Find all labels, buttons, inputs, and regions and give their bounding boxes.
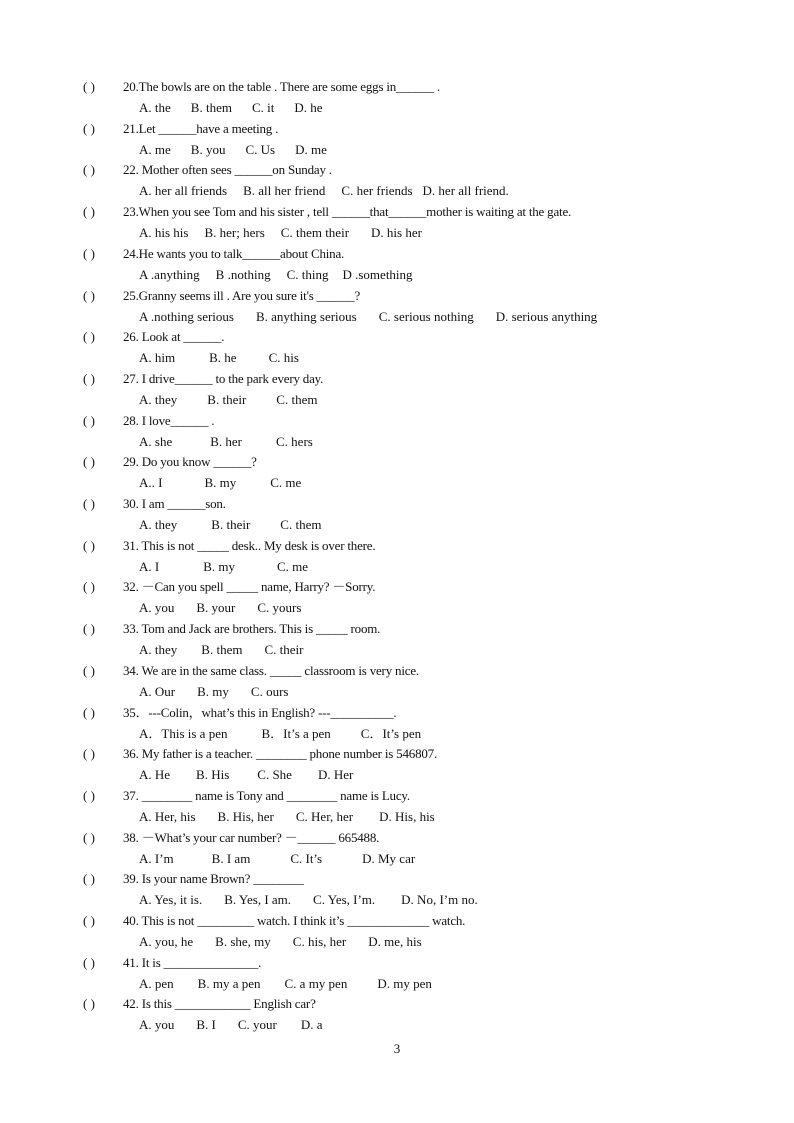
- question-item: [0, 411, 794, 453]
- option-a: A. I’m: [139, 850, 174, 866]
- answer-blank[interactable]: ( ): [83, 245, 95, 261]
- question-item: [0, 369, 794, 411]
- option-a: A. her all friends: [139, 183, 228, 199]
- option-a: A. the: [139, 100, 171, 115]
- option-b: B. my a pen: [197, 975, 261, 991]
- option-d: D. Her: [317, 767, 354, 783]
- option-c: C. them: [280, 517, 322, 532]
- answer-blank[interactable]: ( ): [83, 662, 95, 678]
- question-item: [0, 577, 794, 619]
- answer-blank[interactable]: ( ): [83, 913, 95, 928]
- question-item: [0, 869, 794, 911]
- answer-blank[interactable]: ( ): [83, 537, 95, 553]
- question-line: [83, 327, 224, 347]
- option-a: A. they: [139, 391, 178, 407]
- option-b: B. my: [197, 683, 229, 699]
- question-line: [83, 744, 437, 764]
- option-b: B. His: [196, 767, 230, 783]
- option-a: A. you: [139, 1017, 175, 1033]
- options-row: [139, 890, 478, 910]
- question-text: 41. It is _______________.: [123, 954, 262, 970]
- question-text: 31. This is not _____ desk.. My desk is over there.: [123, 537, 376, 553]
- answer-blank[interactable]: ( ): [83, 329, 95, 345]
- option-d: D. a: [300, 1017, 323, 1033]
- question-line: [83, 828, 379, 848]
- option-b: B. them: [190, 100, 232, 115]
- option-b: B. her: [210, 433, 242, 449]
- option-d: D .something: [342, 266, 413, 282]
- option-c: C. a my pen: [284, 975, 348, 991]
- option-b: B. their: [211, 517, 251, 532]
- option-d: D. her all friend.: [422, 183, 509, 199]
- question-item: [0, 994, 794, 1036]
- answer-blank[interactable]: ( ): [83, 204, 95, 220]
- question-line: [83, 536, 375, 556]
- option-c: C. their: [264, 642, 304, 658]
- option-c: C. them: [276, 391, 318, 407]
- option-c: C. her friends: [341, 183, 413, 199]
- option-c: C. thing: [286, 266, 329, 282]
- answer-blank[interactable]: ( ): [83, 496, 95, 511]
- question-item: [0, 953, 794, 995]
- answer-blank[interactable]: ( ): [83, 954, 95, 970]
- options-row: [139, 223, 422, 243]
- option-a: A. they: [139, 642, 178, 658]
- answer-blank[interactable]: ( ): [83, 996, 95, 1012]
- question-text: 23.When you see Tom and his sister , tell ______that______mother is waiting at the gate.: [123, 204, 572, 220]
- options-row: [139, 265, 413, 285]
- option-d: D. His, his: [379, 808, 435, 824]
- options-row: [139, 724, 421, 744]
- option-a: A .nothing serious: [139, 308, 234, 324]
- option-c: C. Us: [245, 141, 276, 157]
- option-a: A. she: [139, 433, 173, 449]
- options-row: [139, 598, 301, 618]
- page-number: 3: [393, 1041, 401, 1056]
- option-a: A. Our: [139, 683, 176, 699]
- question-line: [83, 994, 316, 1014]
- question-item: [0, 911, 794, 953]
- option-b: B. my: [204, 475, 237, 491]
- option-b: B. all her friend: [243, 183, 326, 199]
- question-line: [83, 286, 360, 306]
- option-a: A. they: [139, 517, 178, 532]
- option-a: A .anything: [139, 266, 200, 282]
- option-b: B. I am: [211, 850, 251, 866]
- options-row: [139, 515, 321, 535]
- option-d: D. he: [294, 100, 323, 115]
- question-text: 36. My father is a teacher. ________ phone number is 546807.: [123, 746, 438, 762]
- answer-blank[interactable]: ( ): [83, 746, 95, 762]
- option-c: C. it: [251, 100, 275, 115]
- option-c: C. his: [268, 350, 299, 366]
- question-text: 34. We are in the same class. _____ classroom is very nice.: [123, 662, 419, 678]
- options-row: [139, 98, 323, 118]
- question-line: [83, 786, 410, 806]
- option-d: D. my pen: [377, 975, 432, 991]
- options-row: [139, 432, 313, 452]
- option-c: C. Her, her: [295, 808, 354, 824]
- question-text: 30. I am ______son.: [123, 496, 226, 511]
- option-d: D. me: [295, 141, 327, 157]
- answer-blank[interactable]: ( ): [83, 871, 95, 887]
- question-item: [0, 77, 794, 119]
- question-text: 24.He wants you to talk______about China.: [123, 245, 345, 261]
- options-row: [139, 307, 597, 327]
- question-line: [83, 911, 465, 931]
- option-d: D. me, his: [368, 934, 422, 949]
- options-row: [139, 765, 353, 785]
- option-c: C. Yes, I’m.: [313, 892, 376, 908]
- option-b: B. he: [209, 350, 237, 366]
- question-text: 22. Mother often sees ______on Sunday .: [123, 162, 332, 178]
- option-b: B. His, her: [217, 808, 274, 824]
- answer-blank[interactable]: ( ): [83, 287, 95, 303]
- question-text: 25.Granny seems ill . Are you sure it's ______?: [123, 287, 361, 303]
- option-b: B. she, my: [215, 934, 271, 949]
- answer-blank[interactable]: ( ): [83, 621, 95, 637]
- option-a: A. him: [139, 350, 176, 366]
- option-a: A. Her, his: [139, 808, 196, 824]
- question-item: [0, 160, 794, 202]
- option-b: B. her; hers: [204, 225, 265, 241]
- question-line: [83, 202, 571, 222]
- answer-blank[interactable]: ( ): [83, 370, 95, 386]
- question-line: [83, 119, 278, 139]
- question-line: [83, 452, 257, 472]
- option-c: C. your: [237, 1017, 277, 1033]
- option-a: A. you: [139, 600, 175, 616]
- options-row: [139, 557, 308, 577]
- option-b: B. anything serious: [255, 308, 357, 324]
- option-c: C. It’s: [290, 850, 323, 866]
- option-b: B．It’s a pen: [261, 725, 331, 741]
- question-item: [0, 703, 794, 745]
- question-text: 29. Do you know ______?: [123, 454, 257, 470]
- question-item: [0, 744, 794, 786]
- options-row: [139, 932, 422, 952]
- question-text: 33. Tom and Jack are brothers. This is _____ room.: [123, 621, 381, 637]
- options-row: [139, 390, 317, 410]
- options-row: [139, 348, 299, 368]
- options-row: [139, 640, 303, 660]
- question-item: [0, 828, 794, 870]
- options-row: [139, 807, 435, 827]
- question-line: [83, 619, 380, 639]
- answer-blank[interactable]: ( ): [83, 79, 95, 94]
- option-b: B. Yes, I am.: [224, 892, 292, 908]
- question-line: [83, 869, 304, 889]
- question-text: 38. －What’s your car number? －______ 665488.: [123, 829, 380, 845]
- option-c: C. me: [270, 475, 302, 491]
- option-d: D. No, I’m no.: [401, 892, 478, 908]
- option-c: C. hers: [276, 433, 313, 449]
- option-a: A.. I: [139, 475, 163, 491]
- question-line: [83, 661, 419, 681]
- question-text: 39. Is your name Brown? ________: [123, 871, 304, 887]
- option-d: D. serious anything: [495, 308, 598, 324]
- question-item: [0, 119, 794, 161]
- option-a: A. I: [139, 558, 160, 574]
- option-a: A. pen: [139, 975, 174, 991]
- option-c: C. me: [277, 558, 309, 574]
- question-item: [0, 202, 794, 244]
- question-text: 40. This is not _________ watch. I think it’s _____________ watch.: [123, 913, 466, 928]
- answer-blank[interactable]: ( ): [83, 704, 95, 720]
- options-row: [139, 473, 301, 493]
- answer-blank[interactable]: ( ): [83, 787, 95, 803]
- option-a: A．This is a pen: [139, 725, 228, 741]
- option-c: C. She: [257, 767, 292, 783]
- question-text: 27. I drive______ to the park every day.: [123, 370, 324, 386]
- option-c: C. his, her: [292, 934, 347, 949]
- question-line: [83, 411, 214, 431]
- options-row: [139, 140, 327, 160]
- option-a: A. his his: [139, 225, 189, 241]
- option-c: C. yours: [257, 600, 302, 616]
- question-text: 37. ________ name is Tony and ________ name is Lucy.: [123, 787, 410, 803]
- question-text: 35．---Colin，what’s this in English? ---__________.: [123, 704, 397, 720]
- question-line: [83, 77, 440, 97]
- option-b: B. their: [207, 391, 247, 407]
- question-item: [0, 244, 794, 286]
- options-row: [139, 682, 288, 702]
- question-item: [0, 619, 794, 661]
- question-text: 32. －Can you spell _____ name, Harry? －Sorry.: [123, 579, 376, 595]
- question-text: 20.The bowls are on the table . There are some eggs in______ .: [123, 79, 440, 94]
- option-b: B. my: [203, 558, 236, 574]
- answer-blank[interactable]: ( ): [83, 120, 95, 136]
- question-item: [0, 786, 794, 828]
- answer-blank[interactable]: ( ): [83, 162, 95, 178]
- question-line: [83, 160, 332, 180]
- question-line: [83, 369, 323, 389]
- option-b: B. you: [190, 141, 226, 157]
- question-item: [0, 536, 794, 578]
- option-a: A. you, he: [139, 934, 194, 949]
- question-item: [0, 452, 794, 494]
- answer-blank[interactable]: ( ): [83, 454, 95, 470]
- option-a: A. me: [139, 141, 171, 157]
- question-item: [0, 661, 794, 703]
- question-text: 21.Let ______have a meeting .: [123, 120, 279, 136]
- options-row: [139, 1015, 323, 1035]
- option-b: B. them: [201, 642, 243, 658]
- option-b: B. your: [196, 600, 236, 616]
- option-b: B. I: [196, 1017, 216, 1033]
- option-d: D. My car: [362, 850, 416, 866]
- question-line: [83, 577, 375, 597]
- question-item: [0, 494, 794, 536]
- options-row: [139, 181, 509, 201]
- option-a: A. He: [139, 767, 171, 783]
- question-line: [83, 703, 396, 723]
- answer-blank[interactable]: ( ): [83, 579, 95, 595]
- option-a: A. Yes, it is.: [139, 892, 203, 908]
- question-line: [83, 494, 226, 514]
- option-c: C. serious nothing: [378, 308, 474, 324]
- question-line: [83, 953, 261, 973]
- option-d: D. his her: [371, 225, 422, 241]
- option-b: B .nothing: [215, 266, 271, 282]
- question-text: 42. Is this ____________ English car?: [123, 996, 316, 1012]
- answer-blank[interactable]: ( ): [83, 412, 95, 428]
- question-item: [0, 286, 794, 328]
- question-text: 28. I love______ .: [123, 412, 215, 428]
- option-c: C．It’s pen: [360, 725, 422, 741]
- question-line: [83, 244, 344, 264]
- question-text: 26. Look at ______.: [123, 329, 225, 345]
- option-c: C. ours: [250, 683, 289, 699]
- options-row: [139, 974, 432, 994]
- answer-blank[interactable]: ( ): [83, 829, 95, 845]
- question-item: [0, 327, 794, 369]
- option-c: C. them their: [280, 225, 350, 241]
- options-row: [139, 849, 415, 869]
